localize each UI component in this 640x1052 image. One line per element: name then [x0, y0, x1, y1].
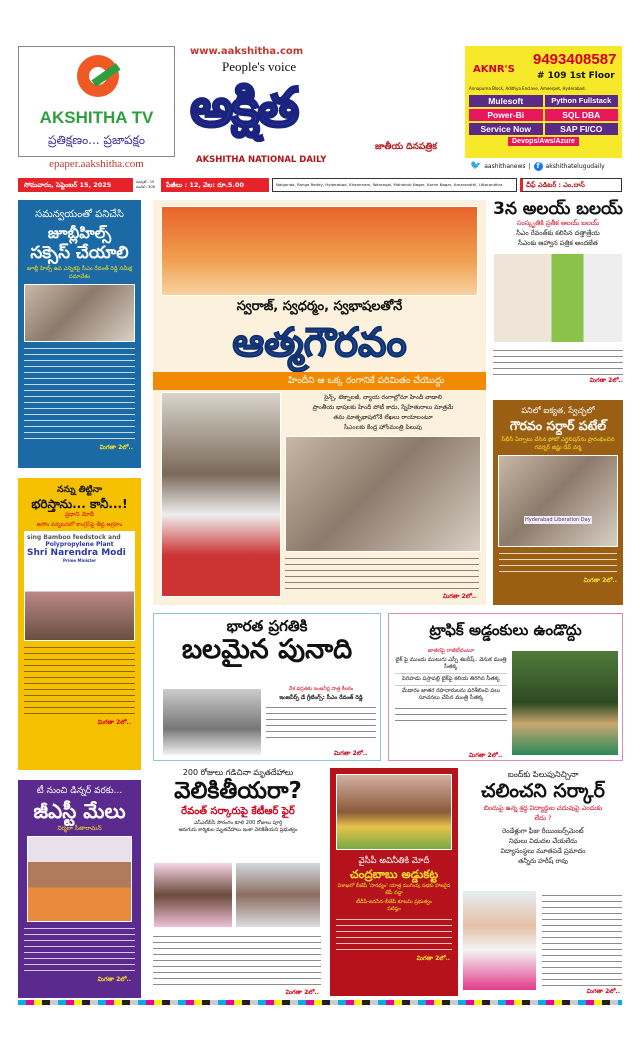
story-kicker: వైసీపీ అవినీతికి మోదీ — [358, 856, 430, 866]
story-gst[interactable] — [18, 780, 141, 998]
ad-banner[interactable] — [465, 46, 622, 158]
ad-address: # 109 1st Floor — [537, 71, 615, 81]
photo-caption-text: Prime Minister — [62, 558, 97, 564]
epaper-url[interactable]: epaper.aakshitha.com — [49, 158, 144, 170]
pages-price: పేజీలు : 12, వెల: రూ.5.00 — [161, 178, 269, 192]
twitter-handle[interactable]: aashithanews — [484, 162, 526, 170]
photo-caption-text: sing Bamboo feedstock and — [27, 534, 121, 542]
story-byline: ప్రధాని మోదీ — [65, 511, 94, 519]
tv-logo-name: AKSHITHA TV — [39, 108, 154, 127]
continued-link[interactable]: మిగతా 2లో.. — [285, 989, 319, 996]
story-kicker: టీ నుంచి డిన్నర్ వరకు... — [36, 786, 123, 796]
story-deck: విశాఖలో బీజేపీ 'సారథ్యం' యాత్ర ముగింపు సభకు హాజరైన జేపీ నడ్డా — [337, 882, 451, 896]
story-headline: సక్సెస్ చేయాలి — [30, 242, 129, 263]
story-modi[interactable] — [18, 478, 141, 770]
story-headline: చంద్రబాబు అడ్డుకట్ట — [349, 867, 439, 881]
story-deck: సీఎంకు ఆహ్వాన పత్రిక అందజేత — [518, 238, 598, 247]
story-subhead: జాతరపై రాజీలేదంటూ — [427, 648, 475, 654]
social-bar: 🐦 aashithanews | f akshithatelugudaily — [470, 161, 605, 171]
ad-course: Service Now — [469, 123, 543, 135]
continued-link[interactable]: మిగతా 2లో.. — [97, 719, 131, 727]
story-body — [336, 916, 452, 952]
ad-brand: AKNR'S — [473, 64, 515, 75]
story-deck: జూబ్లీ హిల్స్ ఉప ఎన్నికపై సీఎం రేవంత్ రెడ్డి సమీక్ష సమావేశం — [26, 266, 133, 281]
ad-course: SAP FI/CO — [545, 123, 619, 135]
story-jubilee-hills[interactable] — [18, 200, 141, 468]
volume: సంపుటి : 15 — [136, 180, 155, 184]
story-kicker: పనిలో ఐక్యత, స్వేచ్ఛలో — [521, 406, 595, 415]
tv-logo-icon — [77, 55, 119, 97]
lead-photo-exhibit — [285, 436, 481, 552]
continued-link[interactable]: మిగతా 2లో.. — [583, 576, 617, 584]
story-headline: జూబ్లీహిల్స్ — [47, 224, 112, 242]
story-photo — [153, 862, 233, 928]
chief-editor: చీఫ్ ఎడిటర్ : ఎం.దాస్ — [520, 178, 622, 192]
story-alai-balai[interactable] — [493, 200, 623, 395]
slogan: People's voice — [222, 59, 297, 74]
story-subhead: సంస్కృతికి ప్రతీక అలయ్ బలయ్ — [516, 218, 600, 227]
story-body — [24, 644, 135, 716]
ad-course: Mulesoft — [469, 95, 543, 107]
story-deck: నిధులు విడుదల చేయలేదు — [508, 836, 577, 845]
story-byline: నిర్మలా సీతారామన్ — [57, 825, 102, 832]
color-registration-bar — [18, 1000, 622, 1005]
story-kicker: నన్ను తిట్టినా — [57, 485, 102, 495]
masthead-logo: అక్షిత — [190, 76, 298, 139]
story-ktr[interactable] — [153, 768, 323, 998]
story-headline: గౌరవం సర్దార్ పటేల్ — [509, 418, 607, 433]
continued-link[interactable]: మిగతా 2లో.. — [334, 750, 368, 757]
story-photo — [336, 774, 452, 850]
story-headline: భరిస్తాను... కానీ...! — [31, 496, 128, 511]
continued-link[interactable]: మిగతా 2లో.. — [443, 593, 477, 600]
story-headline: చలించని సర్కార్ — [481, 780, 605, 802]
story-deck: బైక్ పై ముందు ములుగు ఎస్పీ శబరీష్.. వెనుక మంత్రి సీతక్క — [395, 657, 507, 674]
ad-course: SQL DBA — [545, 109, 619, 121]
story-deck: సీబీసీ ఏర్పాటు చేసిన ఫోటో ఎగ్జిబిషన్‌ను ప్రారంభించిన గవర్నర్ జిష్ణు దేవ్ వర్మ — [501, 436, 615, 451]
story-deck: అసోం పర్యటనలో కాంగ్రెస్‌పై తీవ్ర ఆగ్రహం — [36, 522, 123, 529]
story-photo — [462, 890, 537, 991]
story-photo — [24, 531, 135, 641]
lead-kicker: స్వరాజ్, స్వధర్మం, స్వభాషలతోనే — [236, 299, 403, 314]
story-body — [493, 347, 623, 377]
lead-deck: సైన్స్, టెక్నాలజీ, న్యాయ రంగాల్లోనూ హిందీ వాడాలి — [324, 394, 442, 401]
story-deck: మేడారం జాతర రహదారులను పరిశీలించి పలు సూచనలు చేసిన మంత్రి సీతక్క — [401, 688, 501, 701]
continued-link[interactable]: మిగతా 2లో.. — [99, 444, 133, 452]
story-deck: సీఎం రేవంత్‌కు కలిసిన దత్తాత్రేయ — [516, 228, 600, 237]
story-headline: బలమైన పునాది — [181, 633, 353, 665]
story-deck: టీడీపీ-జనసేన-బీజేపీ కూటమి ప్రభుత్వం పటిష్ఠం — [356, 898, 432, 912]
story-photo — [511, 650, 619, 756]
ad-course: Python Fullstack — [545, 95, 619, 107]
story-body — [542, 892, 622, 986]
story-subhead: రేవంత్ సర్కారుపై కేటీఆర్ ఫైర్ — [181, 806, 295, 818]
story-photo — [162, 688, 262, 756]
story-kicker: సమన్వయంతో పనిచేసి — [35, 209, 124, 220]
masthead-english: AKSHITHA NATIONAL DAILY — [196, 155, 327, 165]
website-url[interactable]: www.aakshitha.com — [190, 46, 304, 57]
story-engineers-day[interactable] — [153, 613, 381, 761]
continued-link[interactable]: మిగతా 2లో.. — [469, 752, 503, 759]
story-body — [24, 345, 135, 441]
facebook-icon[interactable]: f — [534, 162, 543, 171]
lead-strap: హిందీని ఆ ఒక్క రంగానికే పరిమితం చేయొద్దు — [153, 372, 486, 390]
photo-caption-text: Shri Narendra Modi — [27, 548, 126, 559]
issue-number: సంచిక : 308 — [136, 185, 155, 189]
lead-deck: ప్రాంతీయ భాషలకు హిందీ పోటీ కాదు, స్నేహితురాలు మాత్రమే — [312, 404, 454, 411]
story-body — [395, 705, 507, 723]
story-deck: ఆరుగురు కార్మికుల మృతదేహాలు ఇంకా వెలికితీయని ప్రభుత్వం — [178, 827, 298, 834]
story-traffic[interactable] — [388, 613, 623, 761]
story-body — [153, 933, 321, 987]
story-kicker: భారత ప్రగతికి — [226, 617, 308, 635]
facebook-handle[interactable]: akshithatelugudaily — [545, 162, 605, 170]
story-headline: 3న అలయ్ బలయ్ — [493, 199, 623, 219]
story-photo — [493, 253, 623, 343]
story-naidu[interactable] — [330, 768, 458, 996]
story-body — [266, 704, 376, 740]
date-bar — [18, 178, 622, 192]
photo-caption-text: Polypropylene Plant — [45, 541, 114, 549]
lead-story[interactable] — [153, 200, 486, 605]
story-deck: విద్యాసంస్థలు మూతపడే ప్రమాదం — [500, 846, 586, 855]
continued-link[interactable]: మిగతా 2లో.. — [97, 976, 131, 983]
story-body — [24, 925, 135, 973]
ad-address2: Annapurna Block, Adithya Enclave, Ameerpet, Hyderabad. — [469, 86, 586, 91]
masthead-subtitle: జాతీయ దినపత్రిక — [375, 142, 437, 152]
story-photo — [235, 862, 321, 928]
photo-banner-text: Hyderabad Liberation Day — [525, 516, 591, 523]
ad-phone: 9493408587 — [533, 51, 617, 68]
ad-course: Devops/Aws/Azure — [508, 137, 579, 146]
lead-deck: సీఎంలకు కేంద్ర హోంమంత్రి పిలుపు — [343, 424, 423, 431]
ad-course: Power-Bi — [469, 109, 543, 121]
lead-photo — [161, 206, 478, 296]
story-sardar-patel[interactable] — [493, 400, 623, 605]
story-deck: తన్నీరు హరీష్ రావు — [518, 856, 568, 865]
story-subhead: బిందుపై ఉన్న శ్రద్ధ విద్యార్థుల చదువుపై ఎందుకు లేదు ? — [483, 803, 603, 822]
story-kicker: బంద్‌కు పిలుపునిచ్చినా — [507, 770, 579, 779]
story-photo — [24, 284, 135, 342]
story-deck: రెండేళ్లుగా ఫీజు రీయింబర్స్‌మెంట్ — [502, 826, 584, 835]
story-deck: దేశ భద్రతకు ఇంజనీర్ల పాత్ర కీలకం — [288, 686, 354, 692]
tv-logo-box — [18, 46, 175, 157]
issue-date: సోమవారం, సెప్టెంబర్ 15, 2025 — [18, 178, 133, 192]
lead-body — [285, 555, 479, 591]
story-headline: జీఎస్టీ మేలు — [33, 799, 126, 823]
editions: Nalgonda, Ranga Reddy, Hyderabad, Khammam, Warangal, Mahabub Nagar, Karim Nagar, Amaravathi, Uttarandhra — [272, 178, 517, 192]
story-photo — [27, 836, 132, 922]
story-headline: ట్రాఫిక్ అడ్డంకులు ఉండొద్దు — [429, 621, 582, 639]
lead-deck: తమ మాతృభాషలోనే లేఖలు రాయాలంటూ — [333, 414, 433, 421]
continued-link[interactable]: మిగతా 2లో.. — [589, 376, 623, 384]
story-harish-rao[interactable] — [462, 768, 624, 998]
story-deck: పెరిపాడు పస్రాపల్లి బైక్‌పై కలియ తిరిగిన సీతక్క — [395, 674, 507, 686]
tv-logo-tagline: ప్రతిక్షణం... ప్రజాపక్షం — [47, 133, 146, 147]
story-deck: ఎస్ఎల్‌బీసీ సొరంగం కూలి 200 రోజులు పూర్తి — [193, 820, 283, 827]
story-headline: వెలికితీయరా? — [174, 778, 302, 804]
lead-photo-speech — [161, 392, 281, 597]
continued-link[interactable]: మిగతా 2లో.. — [586, 988, 620, 995]
twitter-icon[interactable]: 🐦 — [470, 161, 482, 171]
continued-link[interactable]: మిగతా 2లో.. — [416, 954, 450, 962]
story-kicker: 200 రోజులు గడిచినా మృతదేహాలు — [182, 768, 294, 777]
story-deck: ఇంజనీర్స్ డే గ్రీటింగ్స్: సీఎం రేవంత్ రెడ్డి — [279, 695, 363, 701]
story-photo — [498, 455, 618, 547]
story-body — [499, 550, 617, 574]
lead-headline: ఆత్మగౌరవం — [232, 320, 407, 366]
